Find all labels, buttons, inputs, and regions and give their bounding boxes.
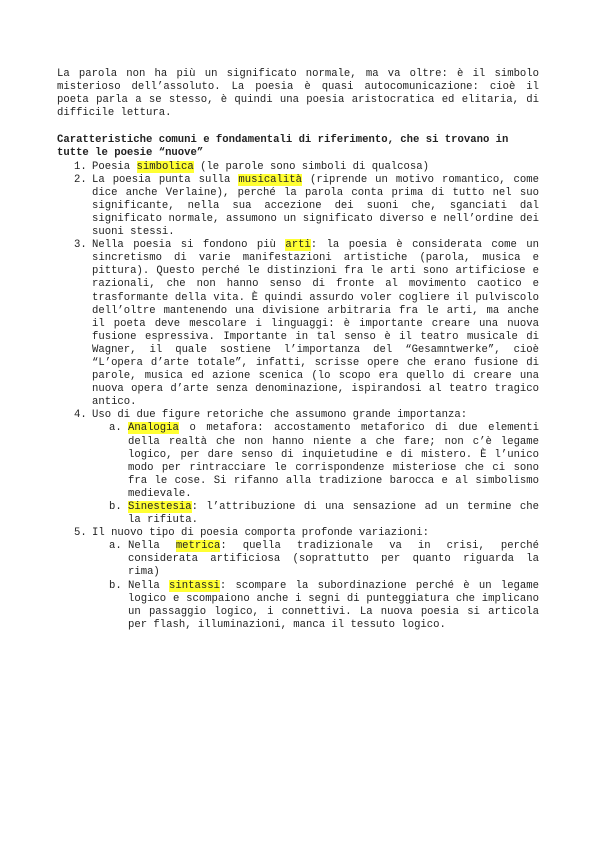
highlighted-term: arti xyxy=(285,239,311,252)
sub-list-item xyxy=(92,501,539,527)
sub-list xyxy=(92,540,539,632)
item-text: (riprende un motivo romantico, come dice anche Verlaine), perché la parola conta prima di tutto nel suo significante, nella sua accezione dei suoni che, sganciati dal significato normale, assumono un significato diverso e nell’ordine dei suoni stessi. xyxy=(92,173,539,239)
highlighted-term: Analogia xyxy=(128,422,179,435)
item-text: : quella tradizionale va in crisi, perché considerata artificiosa (soprattutto per quanto riguarda la rima) xyxy=(128,540,539,579)
list-number: 5. xyxy=(74,527,87,540)
intro-paragraph: La parola non ha più un significato normale, ma va oltre: è il simbolo misterioso dell’assoluto. La poesia è quasi autocomunicazione: cioè il poeta parla a se stesso, è quindi una poesia aristocratica ed elitaria, di difficile lettura. xyxy=(57,68,539,120)
item-text: Nella poesia si fondono più xyxy=(92,239,286,252)
item-text: Uso di due figure retoriche che assumono grande importanza: xyxy=(92,409,468,422)
list-item xyxy=(57,174,539,239)
item-text: : l’attribuzione di una sensazione ad un termine che la rifiuta. xyxy=(128,501,539,527)
highlighted-term: Sinestesia xyxy=(128,501,192,513)
list-number: 2. xyxy=(74,173,87,186)
item-text: (le parole sono simboli di qualcosa) xyxy=(193,160,429,173)
item-text: Il nuovo tipo di poesia comporta profonde variazioni: xyxy=(92,527,429,540)
document-page xyxy=(57,68,539,632)
sub-list-letter: b. xyxy=(109,579,122,592)
item-text: Nella xyxy=(128,540,176,553)
list-item xyxy=(57,527,539,632)
item-text: Poesia xyxy=(92,160,137,173)
item-text: : scompare la subordinazione perché è un legame logico e scompaiono anche i segni di punteggiatura che implicano un passaggio logico, i connettivi. La nuova poesia si articola per flash, illuminazioni, manca il tessuto logico. xyxy=(128,579,539,631)
sub-list-item xyxy=(92,580,539,632)
sub-list-item xyxy=(92,540,539,579)
list-item xyxy=(57,409,539,527)
list-item xyxy=(57,239,539,409)
item-text: La poesia punta sulla xyxy=(92,173,239,186)
item-text: o metafora: accostamento metaforico di due elementi della realtà che non hanno niente a che fare; non c’è legame logico, per dare senso di inquietudine e di mistero. È l’unico modo per rintracciare le corrispondenze misteriose che ci sono fra le cose. Si rifanno alla tradizione barocca e al simbolismo medievale. xyxy=(128,422,539,500)
sub-list-letter: b. xyxy=(109,501,122,513)
sub-list-item xyxy=(92,422,539,501)
list-number: 3. xyxy=(74,239,87,252)
highlighted-term: sintassi xyxy=(169,579,220,592)
highlighted-term: simbolica xyxy=(136,160,194,173)
item-text: Nella xyxy=(128,579,170,592)
list-item xyxy=(57,161,539,174)
characteristics-list xyxy=(57,161,539,632)
list-number: 4. xyxy=(74,409,87,422)
item-text: : la poesia è considerata come un sincretismo di varie manifestazioni artistiche (parola, musica e pittura). Questo perché le distinzioni fra le arti sono artificiose e razionali, che non hanno senso di fronte al movimento caotico e trasformante della vita. È quindi assurdo voler cogliere il pulviscolo dell’oltre mantenendo una divisione arbitraria fra le arti, ma anche il poeta deve mescolare i linguaggi: è importante creare una nuova fusione espressiva. Importante in tal senso è il teatro musicale di Wagner, il quale sostiene l’importanza del “Gesamntwerke”, cioè “L’opera d’arte totale”, infatti, scrisse opere che erano fusione di parole, musica ed azione scenica (lo scopo era quello di creare una nuova opera d’arte senza denominazione, ispirandosi al teatro tragico antico. xyxy=(92,239,539,409)
list-number: 1. xyxy=(74,160,87,173)
highlighted-term: metrica xyxy=(175,540,221,553)
highlighted-term: musicalità xyxy=(238,173,302,186)
section-heading: Caratteristiche comuni e fondamentali di riferimento, che si trovano in tutte le poesie “nuove” xyxy=(57,134,509,160)
sub-list-letter: a. xyxy=(109,540,122,553)
sub-list xyxy=(92,422,539,527)
sub-list-letter: a. xyxy=(109,422,122,435)
